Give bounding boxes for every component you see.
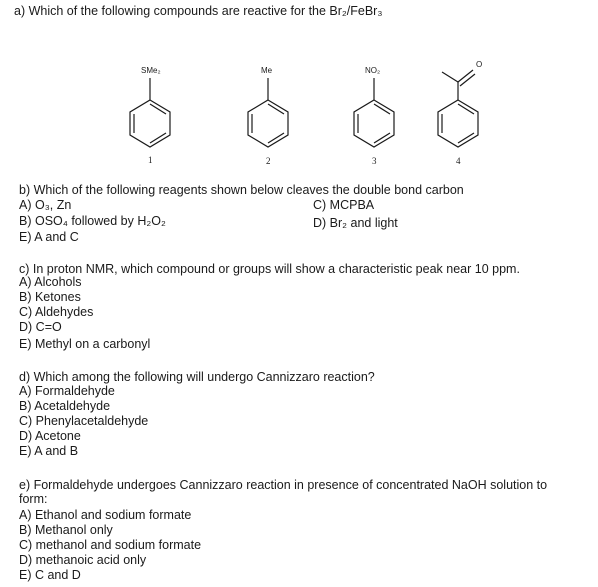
question-b-option-d: D) Br₂ and light [313, 216, 398, 230]
compound-4-number: 4 [456, 156, 461, 166]
question-b-option-e: E) A and C [19, 230, 79, 244]
question-b-stem: b) Which of the following reagents shown below cleaves the double bond carbon [19, 183, 464, 197]
question-a-stem: a) Which of the following compounds are reactive for the Br₂/FeBr₃ [14, 4, 383, 18]
compound-2-structure [248, 78, 288, 147]
question-c-option-c: C) Aldehydes [19, 305, 94, 319]
question-d-option-c: C) Phenylacetaldehyde [19, 414, 149, 428]
question-c-option-a: A) Alcohols [19, 275, 82, 289]
compound-1-structure [130, 78, 170, 147]
compound-2-number: 2 [266, 156, 271, 166]
question-d-option-a: A) Formaldehyde [19, 384, 115, 398]
compound-1-number: 1 [148, 155, 153, 165]
question-e-option-e: E) C and D [19, 568, 81, 582]
question-e-option-c: C) methanol and sodium formate [19, 538, 202, 552]
question-c-option-b: B) Ketones [19, 290, 81, 304]
question-e-option-d: D) methanoic acid only [19, 553, 147, 567]
question-b-option-c: C) MCPBA [313, 198, 375, 212]
compound-3-number: 3 [372, 156, 377, 166]
question-d-option-b: B) Acetaldehyde [19, 399, 111, 413]
compound-1-substituent: SMe₂ [141, 66, 161, 75]
question-d-option-d: D) Acetone [19, 429, 81, 443]
question-e-option-a: A) Ethanol and sodium formate [19, 508, 192, 522]
question-c-option-e: E) Methyl on a carbonyl [19, 337, 151, 351]
benzene-structures [0, 0, 598, 180]
question-e-stem-line2: form: [19, 492, 48, 506]
compound-4-structure [438, 70, 478, 147]
question-e-stem-line1: e) Formaldehyde undergoes Cannizzaro reaction in presence of concentrated NaOH solution to [19, 478, 548, 492]
compound-4-substituent: O [476, 60, 483, 69]
question-d-stem: d) Which among the following will undergo Cannizzaro reaction? [19, 370, 375, 384]
compound-3-structure [354, 78, 394, 147]
compound-3-substituent: NO₂ [365, 66, 381, 75]
question-d-option-e: E) A and B [19, 444, 79, 458]
compound-2-substituent: Me [261, 66, 273, 75]
question-c-option-d: D) C=O [19, 320, 62, 334]
question-e-option-b: B) Methanol only [19, 523, 113, 537]
question-b-option-a: A) O₃, Zn [19, 198, 72, 212]
question-c-stem: c) In proton NMR, which compound or groups will show a characteristic peak near 10 ppm. [19, 262, 520, 276]
question-b-option-b: B) OSO₄ followed by H₂O₂ [19, 214, 166, 228]
